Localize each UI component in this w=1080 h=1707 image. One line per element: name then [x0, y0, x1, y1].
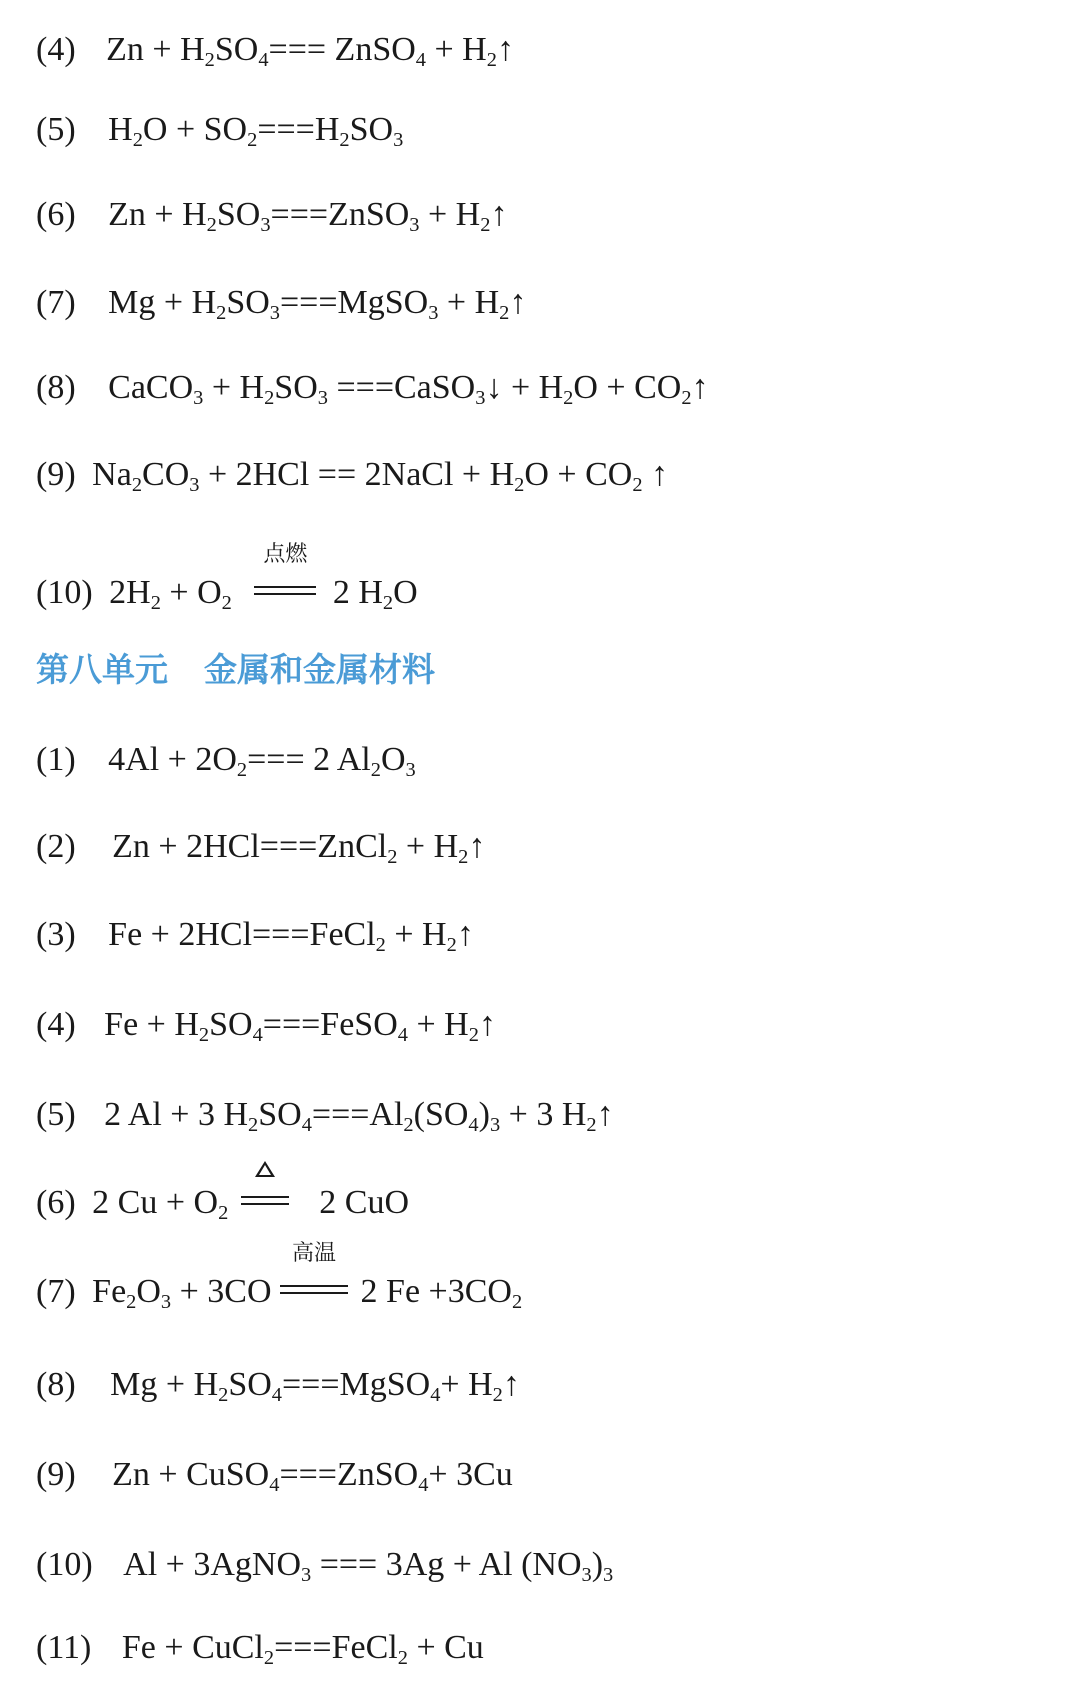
equation-line	[36, 1005, 496, 1045]
reaction-condition-heat	[241, 1183, 289, 1223]
equation-line	[36, 542, 418, 615]
equation: $Zn + H_2SO_4===$ ZnSO$_4$ + $H_2↑$	[106, 31, 514, 72]
equation-line	[36, 455, 668, 495]
equation-line	[36, 368, 709, 408]
equation: 2 $Cu + O_2$ 2 CuO	[92, 1183, 409, 1223]
equation-line	[36, 1095, 614, 1135]
equation-line	[36, 827, 485, 867]
equation: Fe + CuCl$_2$===FeCl$_2$ + Cu	[121, 1629, 484, 1670]
equation-line	[36, 1241, 523, 1314]
equation-number: (6)	[36, 196, 76, 233]
equation: $Na_2CO_3 + 2HCl$ == 2NaCl + $H_2O + CO_2$ ↑	[92, 456, 669, 497]
unit-number: 第八单元	[36, 650, 168, 689]
equation-line	[36, 1365, 520, 1405]
equation: Al + 3AgNO$_3$ === 3Ag + Al $(NO_3)_3$	[123, 1546, 614, 1587]
equation: Zn + CuSO$_4$===ZnSO$_4$+ 3Cu	[112, 1456, 513, 1497]
equation-line	[36, 30, 514, 70]
heat-triangle-icon	[255, 1161, 275, 1177]
equation-line	[36, 740, 416, 780]
equation-number: (4)	[36, 1006, 76, 1043]
equation-line	[36, 1183, 409, 1223]
equation-number: (8)	[36, 1366, 76, 1403]
equation: $Mg + H_2SO_4===MgSO_4+$ $H_2↑$	[110, 1366, 520, 1407]
equation-number: (6)	[36, 1184, 76, 1221]
equation-number: (4)	[36, 31, 76, 68]
equation-number: (11)	[36, 1629, 92, 1666]
equation: Fe + 2HCl===FeCl$_2$ + $H_2↑$	[108, 916, 474, 957]
equation: 2 Al + 3 $H_2SO_4===Al_2(SO_4)_3 + 3$ $H_2↑$	[104, 1096, 614, 1137]
equals-sign	[241, 1196, 289, 1205]
equation: $2H_2 + O_2$ 点燃 2 $H_2O$	[109, 542, 418, 615]
equation: $Zn + H_2SO_3===ZnSO_3$ + $H_2↑$	[108, 196, 508, 237]
equals-sign	[280, 1285, 348, 1294]
equation: CaCO$_3$ + $H_2SO_3$ ===CaSO$_3$↓ + $H_2O$ + $CO_2↑$	[108, 369, 709, 410]
equation-number: (7)	[36, 284, 76, 321]
equation-number: (9)	[36, 456, 76, 493]
equation-number: (2)	[36, 828, 76, 865]
equation-line	[36, 283, 526, 323]
equation-number: (8)	[36, 369, 76, 406]
equation-line	[36, 195, 507, 235]
equation: Zn + 2HCl===ZnCl$_2$ + $H_2↑$	[112, 828, 486, 869]
equation-line	[36, 1628, 484, 1668]
equation-line	[36, 1455, 513, 1495]
equation: $Mg + H_2SO_3===MgSO_3$ + $H_2↑$	[108, 284, 527, 325]
equals-sign	[254, 586, 316, 595]
equation-number: (1)	[36, 741, 76, 778]
unit-title: 金属和金属材料	[204, 650, 435, 689]
equation-line	[36, 1545, 613, 1585]
equation-number: (10)	[36, 1546, 93, 1583]
reaction-condition-ignite: 点燃	[254, 573, 316, 613]
equation-line	[36, 110, 403, 150]
equation: $4Al + 2O_2=== 2$ $Al_2O_3$	[108, 741, 416, 782]
equation-number: (3)	[36, 916, 76, 953]
equation-line	[36, 915, 474, 955]
equation-number: (5)	[36, 111, 76, 148]
reaction-condition-high-temp: 高温	[280, 1272, 348, 1312]
equation-number: (9)	[36, 1456, 76, 1493]
equation-number: (5)	[36, 1096, 76, 1133]
equation: $Fe_2O_3 + 3CO$ 高温 2 $Fe +3CO_2$	[92, 1241, 523, 1314]
equation: $Fe + H_2SO_4===FeSO_4$ + $H_2↑$	[104, 1006, 496, 1047]
equation-number: (7)	[36, 1273, 76, 1310]
equation: $H_2O + SO_2===H_2SO_3$	[108, 111, 404, 152]
section-heading	[36, 650, 435, 690]
equation-number: (10)	[36, 574, 93, 611]
